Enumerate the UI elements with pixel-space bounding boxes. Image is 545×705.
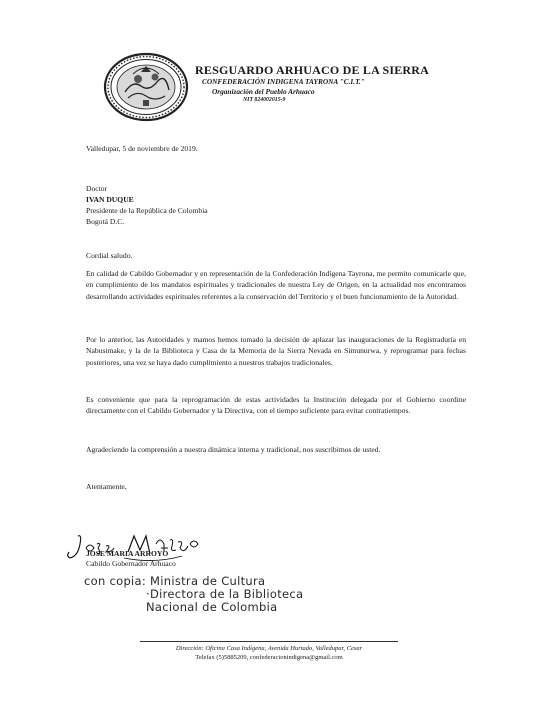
handwritten-copy-line: con copia: Ministra de Cultura [84,574,266,588]
footer-divider [140,641,398,642]
body-paragraph-4: Agradeciendo la comprensión a nuestra dinámica interna y tradicional, nos suscribimos de usted. [86,445,381,454]
body-paragraph-3: Es conveniente que para la reprogramación de estas actividades la Institución delegada por el Gobierno coordine directamente con el Cabildo Gobernador y la Directiva, con el tiempo suficiente para evitar contratiempos. [86,395,466,416]
letterhead-title: RESGUARDO ARHUACO DE LA SIERRA [195,63,430,77]
letterhead-organization: Organización del Pueblo Arhuaco [212,87,315,96]
body-paragraph-2: Por lo anterior, las Autoridades y mamos hemos tomado la decisión de aplazar las inauguraciones de la Registraduría en Nabusimake, y la de la Biblioteca y Casa de la Memoria de la Sierra Nevada en Simunurwa, y reprogramar para fechas posteriores, una vez se haya dado cumplimiento a nuestros trabajos tradicionales. [86,335,466,367]
signatory-role: Cabildo Gobernador Arhuaco [86,559,176,568]
recipient-title: Doctor [86,184,108,193]
recipient-position: Presidente de la República de Colombia [86,206,208,215]
recipient-name: IVAN DUQUE [86,195,134,204]
letterhead-subtitle: CONFEDERACIÓN INDIGENA TAYRONA "C.I.T." [202,77,365,86]
handwritten-copy-note [84,575,303,614]
organization-seal-logo [103,52,189,122]
recipient-city: Bogotá D.C. [86,217,125,226]
letterhead-nit: NIT 824002015-9 [243,97,286,103]
signatory-name: JOSE MARIA ARROYO [86,549,169,558]
salutation: Cordial saludo. [86,251,133,260]
footer-contact: Telefax (5)5885209, confederacionindigena@gmail.com [195,654,343,661]
body-paragraph-1: En calidad de Cabildo Gobernador y en representación de la Confederación Indígena Tayrona, me permito comunicarle que, en cumplimiento de los mandatos espirituales y tradicionales de nuestra Ley de Origen, en la actualidad nos encontramos desarrollando actividades espirituales referentes a la conservación del Territorio y el buen funcionamiento de la Autoridad. [86,269,466,301]
handwritten-copy-line: Nacional de Colombia [146,600,278,614]
handwritten-copy-line: ·Directora de la Biblioteca [146,587,304,601]
date-line: Valledupar, 5 de noviembre de 2019. [86,144,198,153]
footer-address: Dirección: Oficina Casa Indígena, Avenida Hurtado, Valledupar, Cesar [175,645,363,652]
closing: Atentamente, [86,482,127,491]
